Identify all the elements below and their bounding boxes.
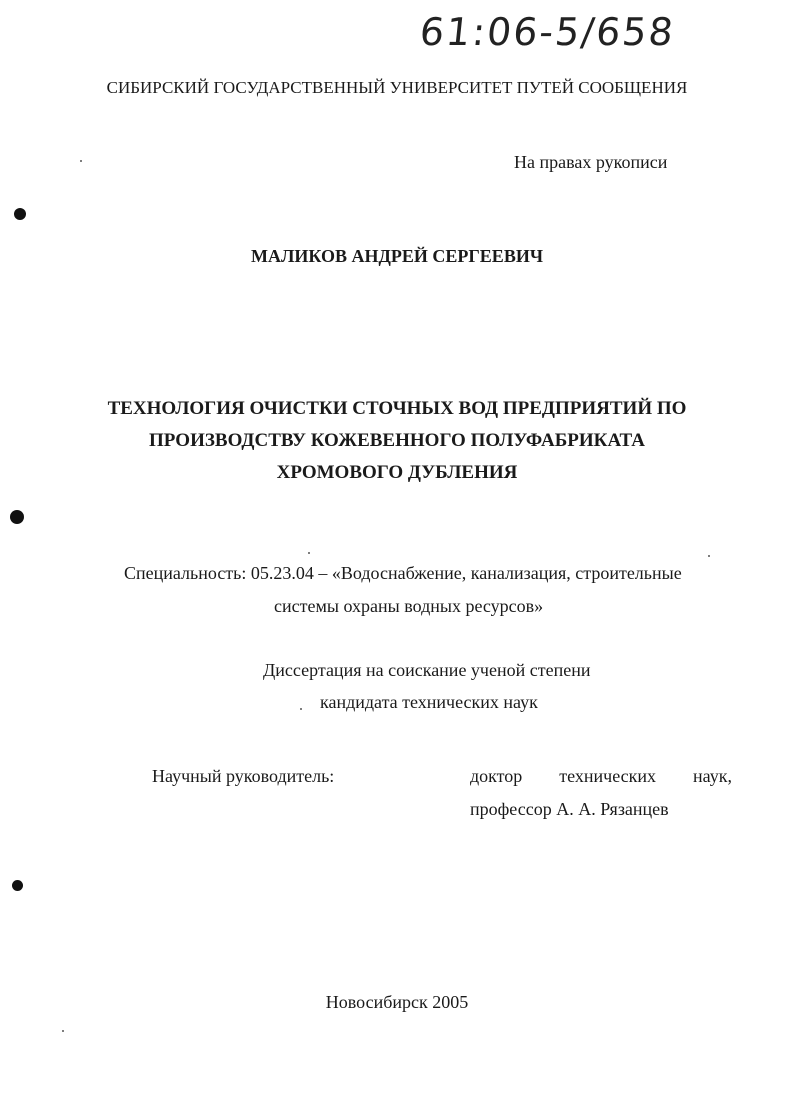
specialty-line-2: системы охраны водных ресурсов»: [274, 596, 544, 616]
scan-speck: [62, 1030, 64, 1032]
author-name: МАЛИКОВ АНДРЕЙ СЕРГЕЕВИЧ: [250, 246, 544, 266]
rights-note: На правах рукописи: [514, 152, 668, 172]
dissertation-line-1: Диссертация на соискание ученой степени: [263, 660, 591, 680]
title-line-3: ХРОМОВОГО ДУБЛЕНИЯ: [276, 462, 518, 483]
city-year: Новосибирск 2005: [325, 992, 469, 1012]
scan-speck: [80, 160, 82, 162]
binding-hole-mark: [12, 880, 23, 891]
supervisor-degree-word: доктор: [470, 766, 523, 786]
binding-hole-mark: [10, 510, 24, 524]
university-name: СИБИРСКИЙ ГОСУДАРСТВЕННЫЙ УНИВЕРСИТЕТ ПУТЕЙ СООБЩЕНИЯ: [106, 78, 688, 97]
scan-speck: [300, 708, 302, 710]
supervisor-degree-word: технических: [559, 766, 657, 786]
dissertation-line-2: кандидата технических наук: [320, 692, 538, 712]
specialty-line-1: Специальность: 05.23.04 – «Водоснабжение, канализация, строительные: [124, 563, 682, 583]
supervisor-label: Научный руководитель:: [152, 766, 335, 786]
binding-hole-mark: [14, 208, 26, 220]
handwritten-catalog-number: 61:06-5/658: [417, 10, 678, 54]
scan-speck: [708, 555, 710, 557]
title-line-1: ТЕХНОЛОГИЯ ОЧИСТКИ СТОЧНЫХ ВОД ПРЕДПРИЯТИЙ ПО: [107, 398, 687, 419]
title-line-2: ПРОИЗВОДСТВУ КОЖЕВЕННОГО ПОЛУФАБРИКАТА: [149, 430, 645, 451]
supervisor-name: профессор А. А. Рязанцев: [470, 799, 669, 819]
scan-speck: [308, 552, 310, 554]
supervisor-degree-word: наук,: [693, 766, 732, 786]
supervisor-degree: [470, 766, 732, 787]
